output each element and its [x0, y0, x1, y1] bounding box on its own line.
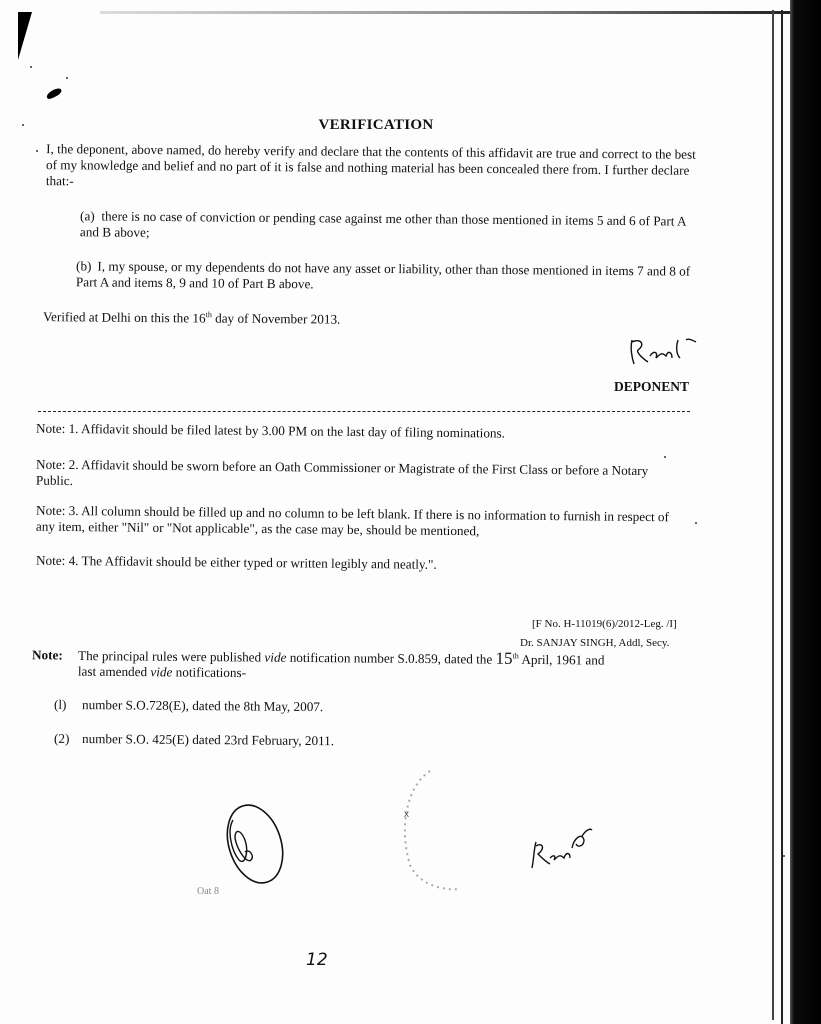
note-text: All column should be filled up and no column to be left blank. If there is no information to furnish in respect of any item, either "Nil" or "Not applicable", as the case may be, should be mentioned,	[35, 503, 670, 539]
declaration-label: (a)	[80, 208, 95, 224]
note-1	[36, 421, 676, 444]
publication-day: 15	[495, 648, 513, 668]
page-edge-line	[781, 10, 783, 1024]
publication-note-label: Note:	[32, 647, 63, 663]
amendment-label: (l)	[53, 696, 67, 712]
publication-vide: vide	[150, 664, 173, 680]
speck	[36, 150, 38, 152]
section-divider	[38, 411, 690, 412]
declaration-text: I, my spouse, or my dependents do not have any asset or liability, other than those mentioned in items 7 and 8 of Part A and items 8, 9 and 10 of Part B above.	[75, 258, 691, 292]
second-signature	[526, 818, 596, 878]
publication-text-before: The principal rules were published	[78, 648, 265, 665]
svg-text:x: x	[404, 809, 409, 820]
publication-text-after: April, 1961 and	[518, 651, 605, 668]
page-top-edge	[100, 11, 790, 14]
declaration-a	[80, 208, 702, 245]
amendment-text: number S.O.728(E), dated the 8th May, 2007.	[81, 697, 324, 715]
declaration-label: (b)	[76, 258, 92, 274]
note-label: Note: 4.	[35, 552, 79, 569]
note-3	[36, 503, 676, 542]
amendment-label: (2)	[53, 730, 70, 746]
note-label: Note: 1.	[35, 420, 79, 437]
declaration-text: there is no case of conviction or pending case against me other than those mentioned in items 5 and 6 of Part A and B above;	[79, 208, 686, 240]
ink-blot	[45, 87, 62, 100]
note-text: Affidavit should be sworn before an Oath Commissioner or Magistrate of the First Class or before a Notary Public.	[35, 457, 649, 489]
publication-line2-before: last amended	[77, 663, 151, 680]
note-label: Note: 3.	[36, 502, 79, 519]
publication-note	[32, 644, 672, 685]
publication-vide: vide	[264, 649, 287, 665]
amendment-1	[54, 697, 323, 715]
corner-scan-mark	[18, 12, 32, 60]
speck	[66, 77, 68, 79]
speck	[664, 456, 666, 458]
signatory-name: Dr. SANJAY SINGH, Addl, Secy.	[520, 637, 670, 649]
verified-prefix: Verified at Delhi on this the 16	[42, 309, 206, 326]
verified-ordinal: th	[205, 310, 212, 320]
publication-text-mid: notification number S.0.859, dated the	[286, 649, 496, 667]
amendment-text: number S.O. 425(E) dated 23rd February, 2011.	[81, 731, 335, 749]
declaration-b	[76, 258, 698, 295]
file-number: [F No. H-11019(6)/2012-Leg. /I]	[532, 618, 677, 630]
page-edge-line	[772, 10, 774, 1020]
speck	[30, 66, 32, 68]
note-2	[36, 457, 676, 496]
note-text: Affidavit should be filed latest by 3.00 PM on the last day of filing nominations.	[81, 421, 506, 441]
publication-line2-after: notifications-	[172, 664, 247, 681]
svg-text:Oat 8: Oat 8	[197, 886, 219, 897]
speck	[695, 522, 697, 524]
deponent-label: DEPONENT	[614, 379, 690, 394]
amendment-2	[54, 731, 334, 749]
page-number: 12	[306, 950, 328, 970]
note-4	[36, 553, 676, 576]
scan-right-border	[790, 0, 821, 1024]
publication-day-ordinal: th	[512, 651, 519, 661]
speck	[783, 855, 785, 857]
note-label: Note: 2.	[36, 456, 79, 473]
verified-line	[43, 309, 341, 328]
intro-paragraph: I, the deponent, above named, do hereby verify and declare that the contents of this affidavit are true and correct to the best of my knowledge and belief and no part of it is false and nothing material has been concealed there from. I further declare that:-	[45, 141, 696, 189]
page-title: VERIFICATION	[318, 117, 434, 133]
verified-suffix: day of November 2013.	[211, 310, 341, 327]
oath-commissioner-signature	[197, 800, 305, 900]
faint-stamp	[390, 765, 480, 895]
note-text: The Affidavit should be either typed or written legibly and neatly.".	[81, 553, 437, 572]
deponent-signature	[626, 334, 706, 370]
